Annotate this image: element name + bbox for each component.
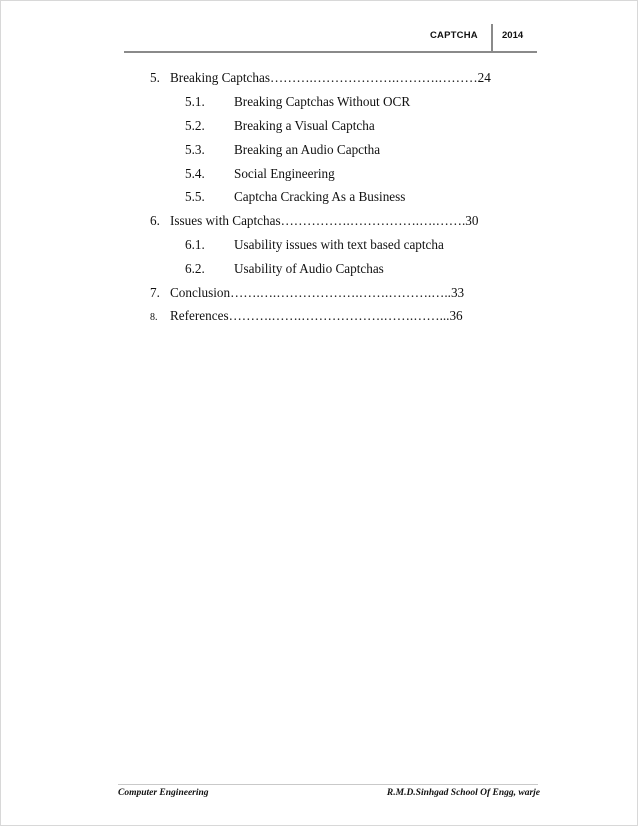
- toc-number: 5.4.: [185, 166, 205, 181]
- toc-entry-5-4: [185, 166, 335, 182]
- toc-entry-5: [150, 70, 491, 86]
- toc-text: Social Engineering: [234, 166, 335, 181]
- toc-entry-6-2: [185, 261, 384, 277]
- toc-text: Usability of Audio Captchas: [234, 261, 384, 276]
- footer-rule: [118, 784, 538, 785]
- toc-entry-5-2: [185, 118, 375, 134]
- toc-number: 6.1.: [185, 237, 205, 252]
- toc-text: References……….…….……………….…….……...36: [170, 308, 463, 323]
- toc-entry-6: [150, 213, 478, 229]
- footer-department: Computer Engineering: [118, 788, 209, 798]
- toc-text: Breaking an Audio Capctha: [234, 142, 381, 157]
- toc-number: 5.5.: [185, 189, 205, 204]
- toc-number: 6.2.: [185, 261, 205, 276]
- toc-number: 5.3.: [185, 142, 205, 157]
- toc-entry-5-3: [185, 142, 380, 158]
- toc-entry-7: [150, 285, 464, 301]
- toc-text: Issues with Captchas…………….…………….….…….30: [170, 213, 479, 228]
- toc-number: 5.1.: [185, 94, 205, 109]
- footer-institution: R.M.D.Sinhgad School Of Engg, warje: [386, 788, 540, 798]
- header-divider: [491, 24, 493, 51]
- toc-text: Captcha Cracking As a Business: [234, 189, 406, 204]
- toc-entry-6-1: [185, 237, 444, 253]
- toc-text: Usability issues with text based captcha: [234, 237, 444, 252]
- toc-entry-8: [150, 308, 463, 324]
- toc-entry-5-5: [185, 189, 405, 205]
- toc-text: Breaking Captchas Without OCR: [234, 94, 411, 109]
- toc-text: Conclusion…….….……………….…….……….…..33: [170, 285, 465, 300]
- toc-entry-5-1: [185, 94, 410, 110]
- toc-number: 6.: [150, 213, 160, 228]
- toc-number: 8.: [150, 312, 158, 323]
- toc-number: 7.: [150, 285, 160, 300]
- header-title: CAPTCHA: [430, 30, 478, 41]
- toc-text: Breaking Captchas……….……………….……….………24: [170, 70, 491, 85]
- toc-number: 5.2.: [185, 118, 205, 133]
- toc-text: Breaking a Visual Captcha: [234, 118, 375, 133]
- toc-number: 5.: [150, 70, 160, 85]
- header-year: 2014: [502, 30, 524, 41]
- header-rule: [124, 51, 537, 53]
